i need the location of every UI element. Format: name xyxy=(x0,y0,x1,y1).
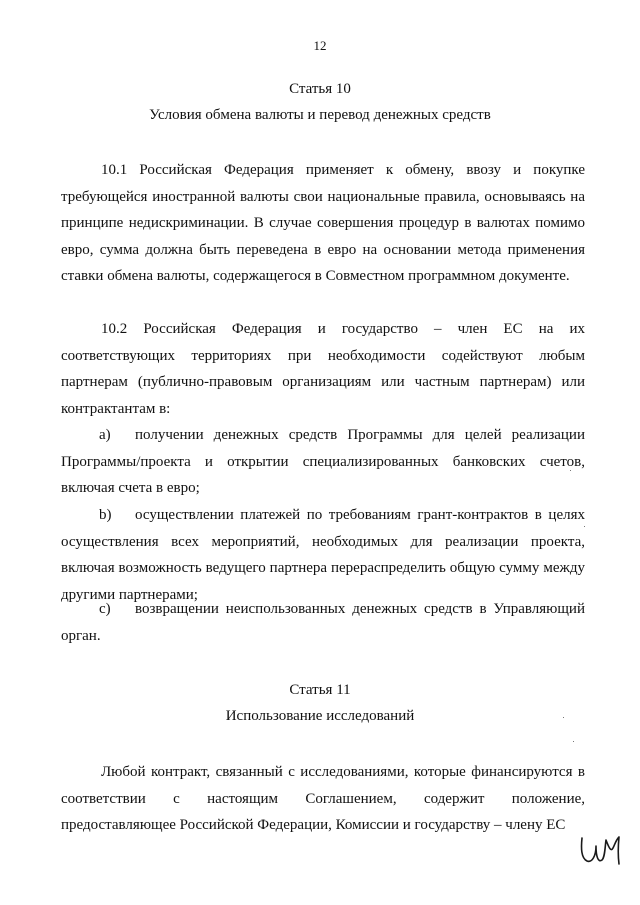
article-10-paragraph-2: 10.2 Российская Федерация и государство – член ЕС на их соответствующих территориях при необходимости содействуют любым партнерам (публично-правовым организациям или частным партнерам) или контрактантам в: xyxy=(61,321,585,417)
page-number: 12 xyxy=(313,38,327,53)
list-item-a xyxy=(61,422,585,502)
list-item-c xyxy=(61,596,585,649)
list-item-marker: a) xyxy=(99,427,111,443)
handwritten-initials xyxy=(578,832,622,866)
article-11-title: Статья 11 xyxy=(289,682,351,698)
list-item-b xyxy=(61,502,585,608)
article-11-subtitle: Использование исследований xyxy=(225,708,415,724)
scan-speck xyxy=(570,470,571,471)
article-11-paragraph-1: Любой контракт, связанный с исследованиями, которые финансируются в соответствии с настоящим Соглашением, содержит положение, предоставляющее Российской Федерации, Комиссии и государству – члену ЕС xyxy=(61,764,585,833)
list-item-text: получении денежных средств Программы для целей реализации Программы/проекта и открытии специализированных банковских счетов, включая счета в евро; xyxy=(61,427,585,496)
scan-speck xyxy=(563,717,564,718)
list-item-marker: b) xyxy=(99,507,112,523)
article-10-paragraph-1: 10.1 Российская Федерация применяет к обмену, ввозу и покупке требующейся иностранной валюты свои национальные правила, основываясь на принципе недискриминации. В случае совершения процедур в валютах помимо евро, сумма должна быть переведена в евро на основании метода применения ставки обмена валюты, содержащегося в Совместном программном документе. xyxy=(61,162,585,284)
article-10-subtitle: Условия обмена валюты и перевод денежных средств xyxy=(149,107,491,123)
scan-speck xyxy=(584,526,585,527)
list-item-marker: c) xyxy=(99,601,111,617)
article-10-title: Статья 10 xyxy=(289,81,351,97)
scan-speck xyxy=(573,741,574,742)
list-item-text: возвращении неиспользованных денежных средств в Управляющий орган. xyxy=(61,601,585,644)
list-item-text: осуществлении платежей по требованиям грант-контрактов в целях осуществления всех мероприятий, необходимых для реализации проекта, включая возможность ведущего партнера перераспределить общую сумму между другими партнерами; xyxy=(61,507,585,603)
